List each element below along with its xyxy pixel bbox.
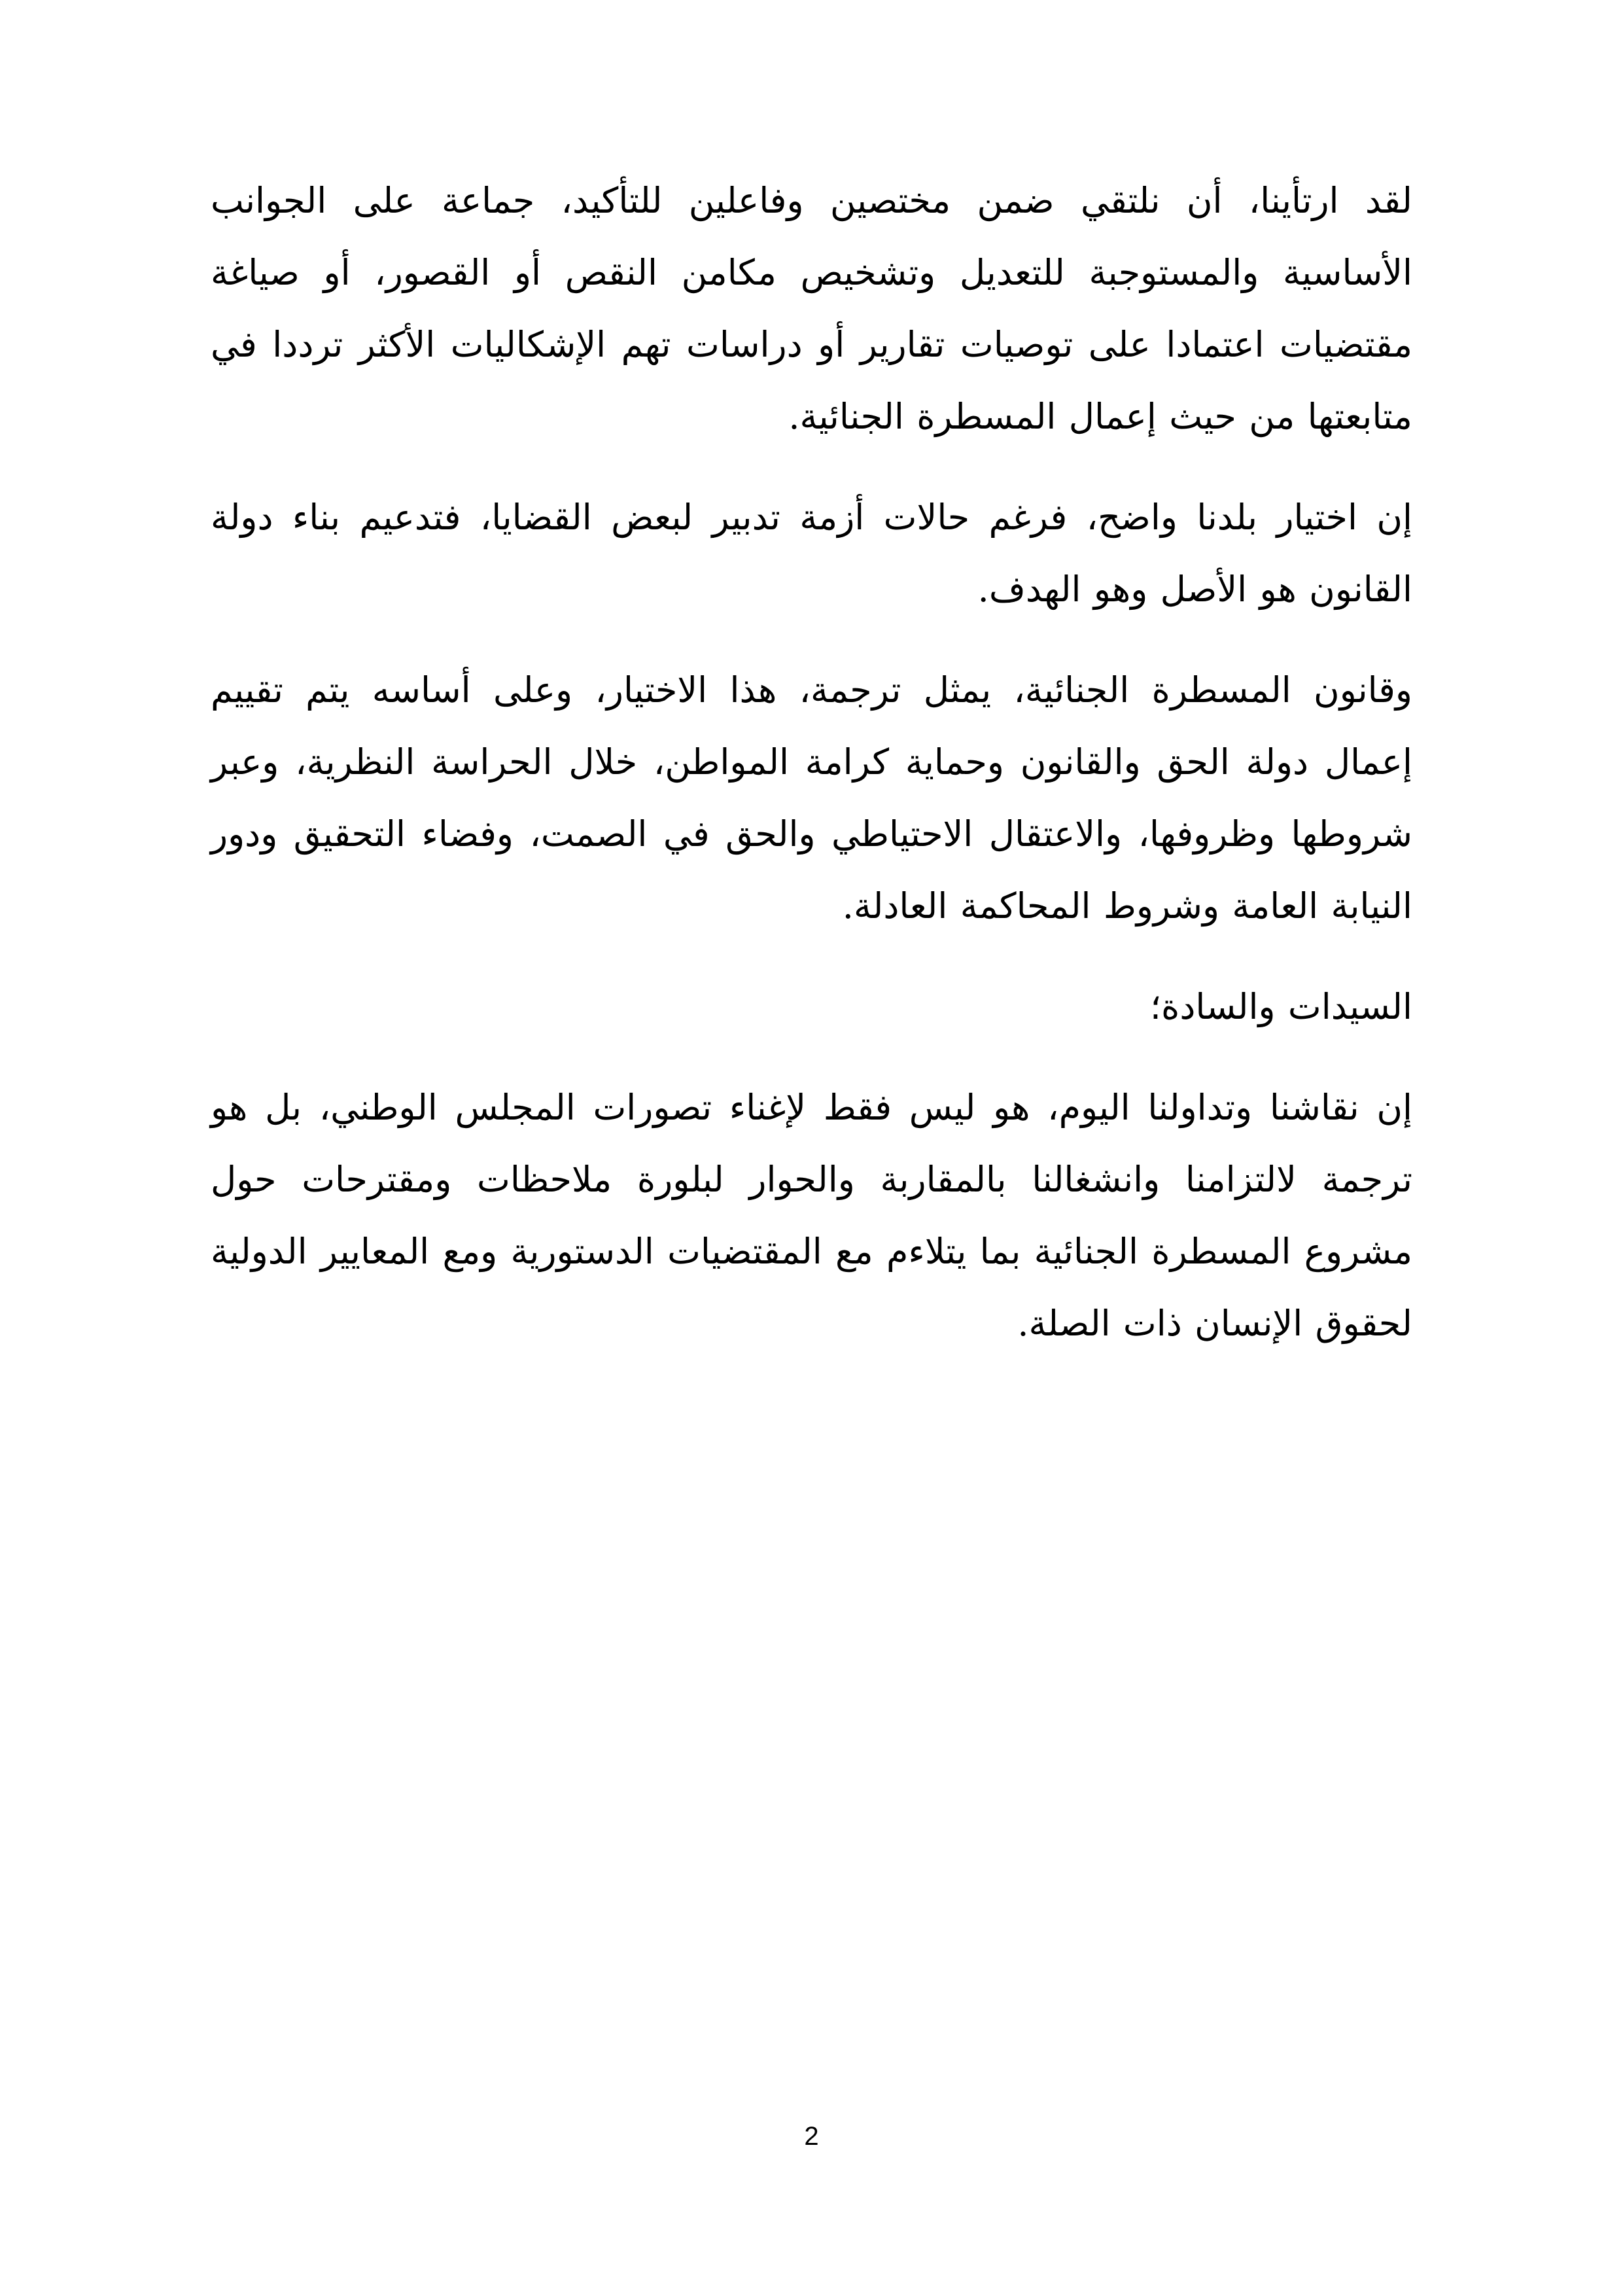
body-paragraph-2: إن اختيار بلدنا واضح، فرغم حالات أزمة تدبير لبعض القضايا، فتدعيم بناء دولة القانون هو الأصل وهو الهدف. — [211, 497, 1412, 610]
body-paragraph-3: وقانون المسطرة الجنائية، يمثل ترجمة، هذا الاختيار، وعلى أساسه يتم تقييم إعمال دولة الحق والقانون وحماية كرامة المواطن، خلال الحراسة النظرية، وعبر شروطها وظروفها، والاعتقال الاحتياطي والحق في الصمت، وفضاء التحقيق ودور النيابة العامة وشروط المحاكمة العادلة. — [211, 669, 1412, 927]
page-number: 2 — [804, 2122, 819, 2151]
body-paragraph-5: إن نقاشنا وتداولنا اليوم، هو ليس فقط لإغناء تصورات المجلس الوطني، بل هو ترجمة لالتزامنا وانشغالنا بالمقاربة والحوار لبلورة ملاحظات ومقترحات حول مشروع المسطرة الجنائية بما يتلاءم مع المقتضيات الدستورية ومع المعايير الدولية لحقوق الإنسان ذات الصلة. — [211, 1087, 1412, 1344]
salutation-line: السيدات والسادة؛ — [1149, 986, 1412, 1027]
document-body — [211, 165, 1412, 1360]
body-paragraph-1: لقد ارتأينا، أن نلتقي ضمن مختصين وفاعلين للتأكيد، جماعة على الجوانب الأساسية والمستوجبة للتعديل وتشخيص مكامن النقص أو القصور، أو صياغة مقتضيات اعتمادا على توصيات تقارير أو دراسات تهم الإشكاليات الأكثر ترددا في متابعتها من حيث إعمال المسطرة الجنائية. — [211, 180, 1412, 437]
